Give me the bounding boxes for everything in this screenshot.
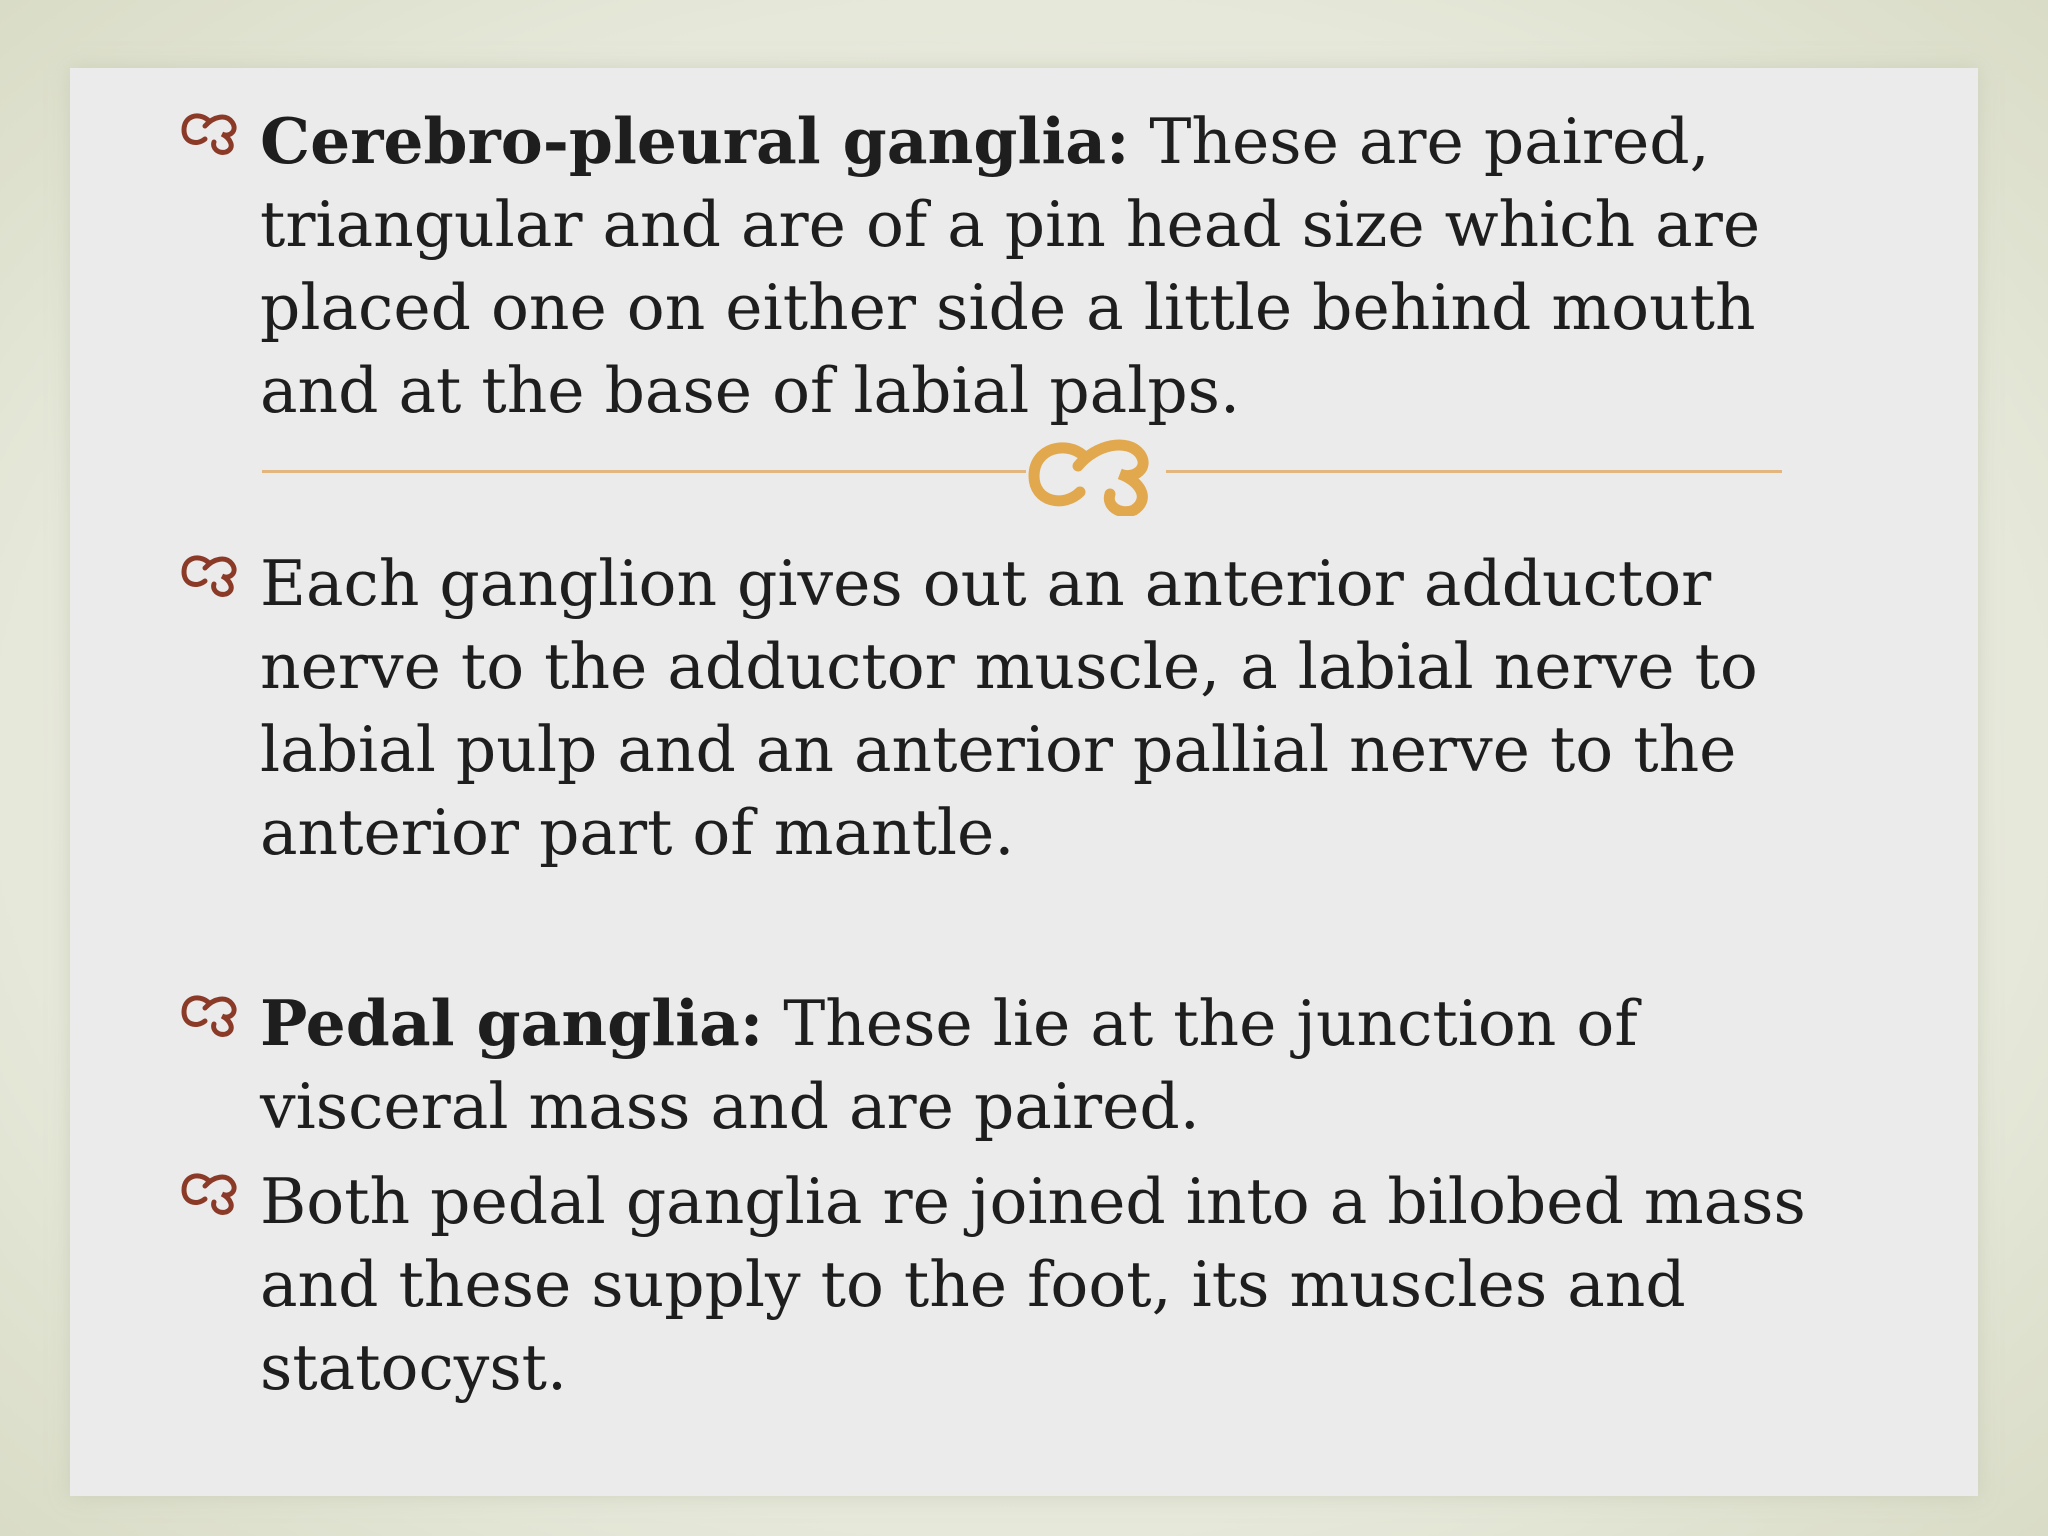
bullet-text [70,1160,1978,1409]
bullet-body: These are paired, triangular and are of a pin head size which are placed one on either side a little behind mouth and at the base of labial palps. [260,105,1761,427]
bullet-text [70,542,1978,874]
bullet-body: Each ganglion gives out an anterior adductor nerve to the adductor muscle, a labial nerve to labial pulp and an anterior pallial nerve to the anterior part of mantle. [260,547,1758,869]
curl-bullet-icon [178,1166,244,1216]
bullet-item-cerebro-pleural [70,100,1978,432]
bullet-body: These lie at the junction of visceral mass and are paired. [260,987,1638,1143]
ornamental-separator [262,430,1782,510]
curl-bullet-icon [178,548,244,598]
bullet-text [70,100,1978,432]
curl-ornament-icon [1024,432,1168,516]
curl-bullet-icon [178,106,244,156]
bullet-item-ganglion-nerves [70,542,1978,874]
bullet-body: Both pedal ganglia re joined into a bilobed mass and these supply to the foot, its muscles and statocyst. [260,1165,1806,1404]
bullet-text [70,982,1978,1148]
curl-bullet-icon [178,988,244,1038]
bullet-lead: Pedal ganglia: [260,986,764,1060]
bullet-lead: Cerebro-pleural ganglia: [260,104,1130,178]
separator-line [262,470,1782,473]
bullet-item-bilobed-mass [70,1160,1978,1409]
bullet-item-pedal-ganglia [70,982,1978,1148]
slide-panel [70,68,1978,1496]
